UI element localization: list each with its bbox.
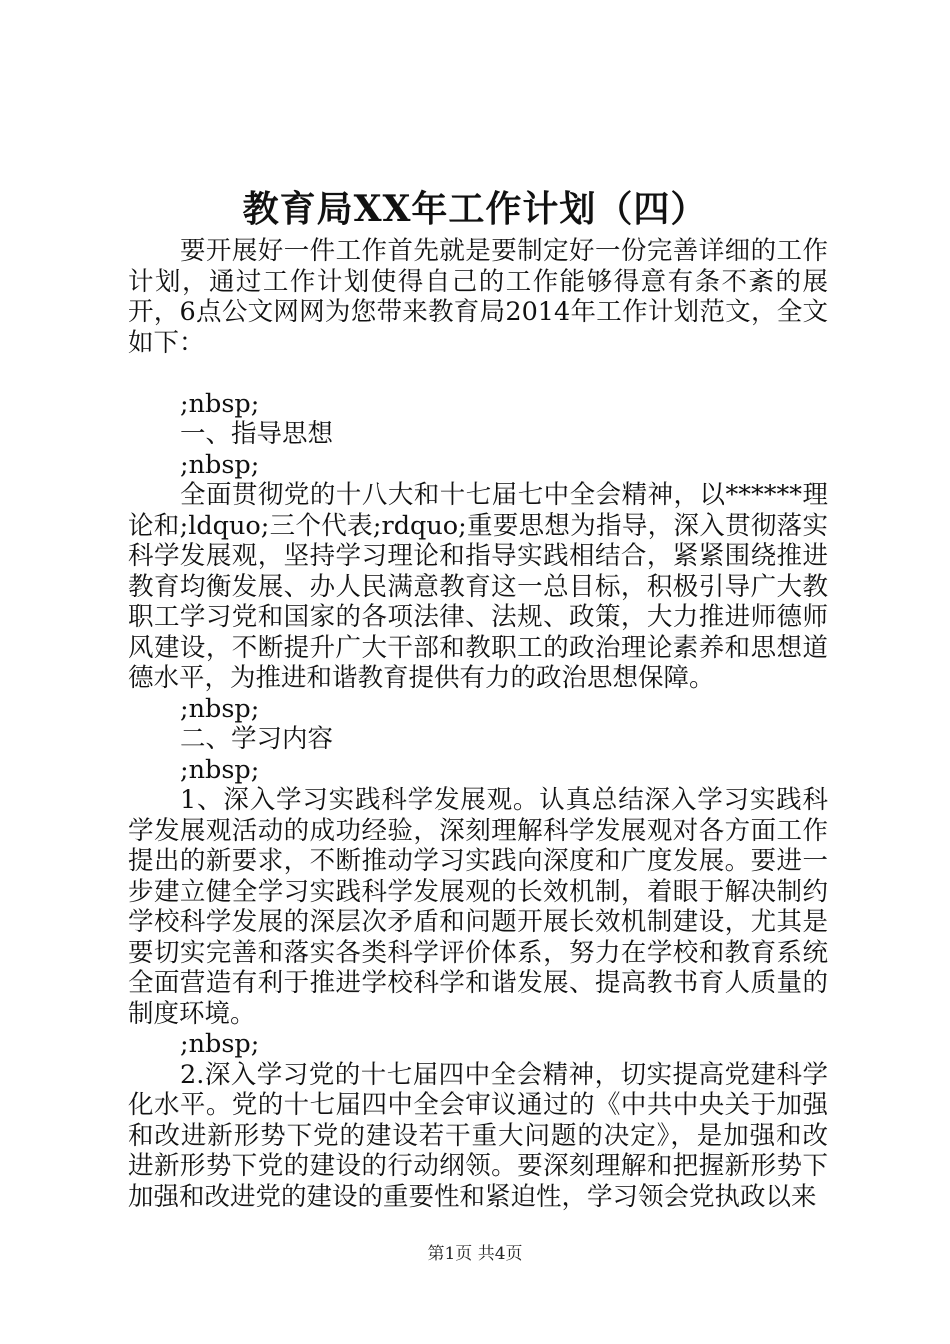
blank-line xyxy=(128,358,828,389)
document-body xyxy=(128,236,828,1212)
nbsp-line: ;nbsp; xyxy=(180,388,260,419)
nbsp-line: ;nbsp; xyxy=(180,449,260,480)
study-item-2-paragraph: 2.深入学习党的十七届四中全会精神，切实提高党建科学化水平。党的十七届四中全会审议通过的《中共中央关于加强和改进新形势下党的建设若干重大问题的决定》，是加强和改进新形势下党的建设的行动纲领。要深刻理解和把握新形势下加强和改进党的建设的重要性和紧迫性，学习领会党执政以来 xyxy=(128,1059,828,1212)
study-item-1-paragraph: 1、深入学习实践科学发展观。认真总结深入学习实践科学发展观活动的成功经验，深刻理解科学发展观对各方面工作提出的新要求，不断推动学习实践向深度和广度发展。要进一步建立健全学习实践科学发展观的长效机制，着眼于解决制约学校科学发展的深层次矛盾和问题开展长效机制建设，尤其是要切实完善和落实各类科学评价体系，努力在学校和教育系统全面营造有利于推进学校科学和谐发展、提高教书育人质量的制度环境。 xyxy=(128,785,828,1029)
section-heading-guiding-thought: 一、指导思想 xyxy=(180,419,334,449)
document-title: 教育局XX年工作计划（四） xyxy=(242,188,708,230)
guiding-thought-paragraph: 全面贯彻党的十八大和十七届七中全会精神，以******理论和;ldquo;三个代表;rdquo;重要思想为指导，深入贯彻落实科学发展观，坚持学习理论和指导实践相结合，紧紧围绕推进教育均衡发展、办人民满意教育这一总目标，积极引导广大教职工学习党和国家的各项法律、法规、政策，大力推进师德师风建设，不断提升广大干部和教职工的政治理论素养和思想道德水平，为推进和谐教育提供有力的政治思想保障。 xyxy=(128,480,828,693)
intro-paragraph: 要开展好一件工作首先就是要制定好一份完善详细的工作计划，通过工作计划使得自己的工作能够得意有条不紊的展开，6点公文网网为您带来教育局2014年工作计划范文，全文如下： xyxy=(128,236,828,358)
nbsp-line: ;nbsp; xyxy=(180,1029,260,1059)
nbsp-line: ;nbsp; xyxy=(180,754,260,785)
page-footer: 第1页 共4页 xyxy=(427,1244,523,1264)
nbsp-line: ;nbsp; xyxy=(180,693,260,724)
section-heading-study-content: 二、学习内容 xyxy=(180,724,334,754)
